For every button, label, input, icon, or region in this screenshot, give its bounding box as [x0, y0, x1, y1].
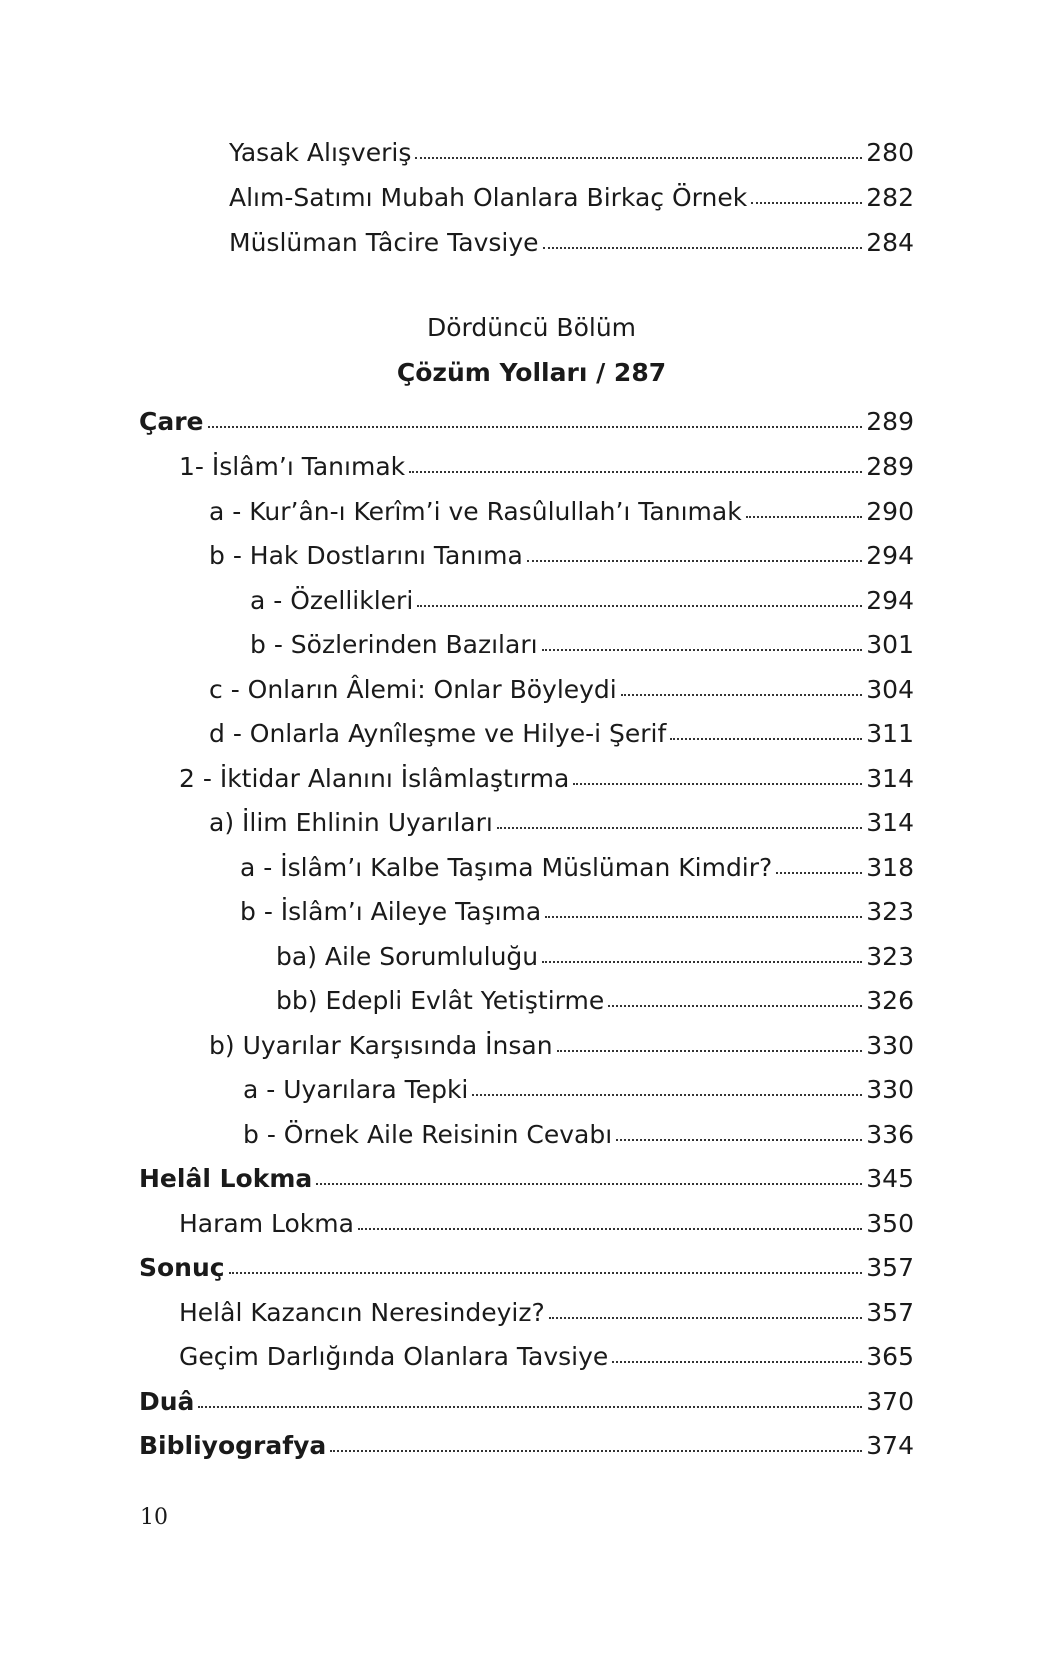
toc-entry-title: a - İslâm’ı Kalbe Taşıma Müslüman Kimdir?: [240, 853, 773, 882]
toc-entry-page: 314: [866, 808, 914, 837]
toc-entry-title: bb) Edepli Evlât Yetiştirme: [276, 986, 605, 1015]
toc-entry-page: 357: [866, 1298, 914, 1327]
toc-entry[interactable]: [250, 572, 914, 616]
toc-entry-title: b - Hak Dostlarını Tanıma: [209, 541, 523, 570]
toc-entry-page: 365: [866, 1342, 914, 1371]
toc-entry-title: Geçim Darlığında Olanlara Tavsiye: [179, 1342, 609, 1371]
toc-entry[interactable]: [139, 1150, 914, 1194]
toc-entry[interactable]: [209, 483, 914, 527]
dot-leader: [415, 157, 862, 159]
dot-leader: [621, 694, 863, 696]
dot-leader: [608, 1005, 862, 1007]
toc-entry-title: Duâ: [139, 1387, 195, 1416]
dot-leader: [557, 1050, 863, 1052]
dot-leader: [549, 1317, 863, 1319]
toc-entry[interactable]: [209, 705, 914, 749]
toc-entry[interactable]: [240, 883, 914, 927]
dot-leader: [229, 1272, 863, 1274]
toc-entry[interactable]: [243, 1106, 914, 1150]
toc-entry-title: d - Onlarla Aynîleşme ve Hilye-i Şerif: [209, 719, 667, 748]
toc-entry-title: Sonuç: [139, 1253, 225, 1282]
page-number: 10: [140, 1505, 168, 1530]
toc-entry-title: Alım-Satımı Mubah Olanlara Birkaç Örnek: [229, 183, 748, 212]
toc-entry[interactable]: [276, 972, 914, 1016]
toc-entry-page: 323: [866, 942, 914, 971]
dot-leader: [527, 560, 862, 562]
dot-leader: [751, 202, 862, 204]
dot-leader: [358, 1228, 862, 1230]
dot-leader: [330, 1450, 862, 1452]
toc-entry-title: Yasak Alışveriş: [229, 138, 412, 167]
toc-entry-page: 318: [866, 853, 914, 882]
toc-entry-page: 294: [866, 586, 914, 615]
toc-entry[interactable]: [179, 750, 914, 794]
dot-leader: [417, 605, 862, 607]
section-label: Dördüncü Bölüm: [426, 313, 637, 342]
toc-entry-page: 289: [866, 452, 914, 481]
toc-entry[interactable]: [229, 124, 914, 168]
toc-entry[interactable]: [179, 1195, 914, 1239]
toc-entry-page: 301: [866, 630, 914, 659]
dot-leader: [208, 426, 863, 428]
toc-entry-title: Çare: [139, 407, 204, 436]
dot-leader: [545, 916, 862, 918]
toc-entry[interactable]: [209, 1017, 914, 1061]
toc-entry-page: 374: [866, 1431, 914, 1460]
toc-entry-title: ba) Aile Sorumluluğu: [276, 942, 539, 971]
toc-entry[interactable]: [243, 1061, 914, 1105]
toc-entry-title: a - Uyarılara Tepki: [243, 1075, 469, 1104]
dot-leader: [497, 827, 862, 829]
toc-entry-page: 282: [866, 183, 914, 212]
toc-entry-page: 284: [866, 228, 914, 257]
toc-entry[interactable]: [209, 527, 914, 571]
toc-entry[interactable]: [179, 438, 914, 482]
dot-leader: [472, 1094, 862, 1096]
toc-entry-page: 304: [866, 675, 914, 704]
toc-entry[interactable]: [240, 839, 914, 883]
dot-leader: [542, 649, 863, 651]
section-title: Çözüm Yolları / 287: [396, 358, 667, 387]
toc-entry-page: 330: [866, 1075, 914, 1104]
dot-leader: [670, 738, 862, 740]
toc-entry-title: Helâl Lokma: [139, 1164, 313, 1193]
toc-entry[interactable]: [139, 1239, 914, 1283]
toc-entry-title: b - Sözlerinden Bazıları: [250, 630, 538, 659]
toc-entry-title: a - Kur’ân-ı Kerîm’i ve Rasûlullah’ı Tanımak: [209, 497, 742, 526]
toc-entry-title: Müslüman Tâcire Tavsiye: [229, 228, 539, 257]
toc-entry-title: b - İslâm’ı Aileye Taşıma: [240, 897, 542, 926]
toc-entry-page: 345: [866, 1164, 914, 1193]
toc-entry-title: 2 - İktidar Alanını İslâmlaştırma: [179, 764, 570, 793]
toc-entry[interactable]: [250, 616, 914, 660]
dot-leader: [612, 1361, 862, 1363]
toc-entry-page: 280: [866, 138, 914, 167]
toc-entry-title: Haram Lokma: [179, 1209, 354, 1238]
dot-leader: [316, 1183, 862, 1185]
toc-entry-title: a - Özellikleri: [250, 586, 414, 615]
toc-entry-title: b) Uyarılar Karşısında İnsan: [209, 1031, 553, 1060]
dot-leader: [776, 872, 862, 874]
toc-entry-title: Helâl Kazancın Neresindeyiz?: [179, 1298, 545, 1327]
dot-leader: [542, 961, 862, 963]
toc-entry[interactable]: [229, 169, 914, 213]
toc-entry[interactable]: [139, 393, 914, 437]
toc-entry-title: b - Örnek Aile Reisinin Cevabı: [243, 1120, 613, 1149]
toc-entry[interactable]: [139, 1417, 914, 1461]
toc-entry-title: Bibliyografya: [139, 1431, 327, 1460]
toc-entry-title: 1- İslâm’ı Tanımak: [179, 452, 406, 481]
toc-entry-page: 330: [866, 1031, 914, 1060]
toc-entry-page: 326: [866, 986, 914, 1015]
toc-entry-page: 294: [866, 541, 914, 570]
toc-entry[interactable]: [179, 1284, 914, 1328]
toc-entry-page: 314: [866, 764, 914, 793]
toc-entry-page: 323: [866, 897, 914, 926]
dot-leader: [616, 1139, 862, 1141]
toc-entry-page: 357: [866, 1253, 914, 1282]
toc-entry-title: a) İlim Ehlinin Uyarıları: [209, 808, 493, 837]
toc-entry[interactable]: [179, 1328, 914, 1372]
dot-leader: [543, 247, 863, 249]
toc-entry-page: 311: [866, 719, 914, 748]
toc-entry[interactable]: [229, 214, 914, 258]
toc-entry-title: c - Onların Âlemi: Onlar Böyleydi: [209, 675, 617, 704]
toc-entry[interactable]: [209, 794, 914, 838]
dot-leader: [409, 471, 862, 473]
toc-entry-page: 290: [866, 497, 914, 526]
toc-entry-page: 289: [866, 407, 914, 436]
toc-entry[interactable]: [139, 1373, 914, 1417]
dot-leader: [573, 783, 862, 785]
dot-leader: [198, 1406, 862, 1408]
dot-leader: [746, 516, 863, 518]
toc-entry[interactable]: [209, 661, 914, 705]
toc-entry-page: 336: [866, 1120, 914, 1149]
toc-entry-page: 370: [866, 1387, 914, 1416]
toc-entry-page: 350: [866, 1209, 914, 1238]
toc-entry[interactable]: [276, 928, 914, 972]
